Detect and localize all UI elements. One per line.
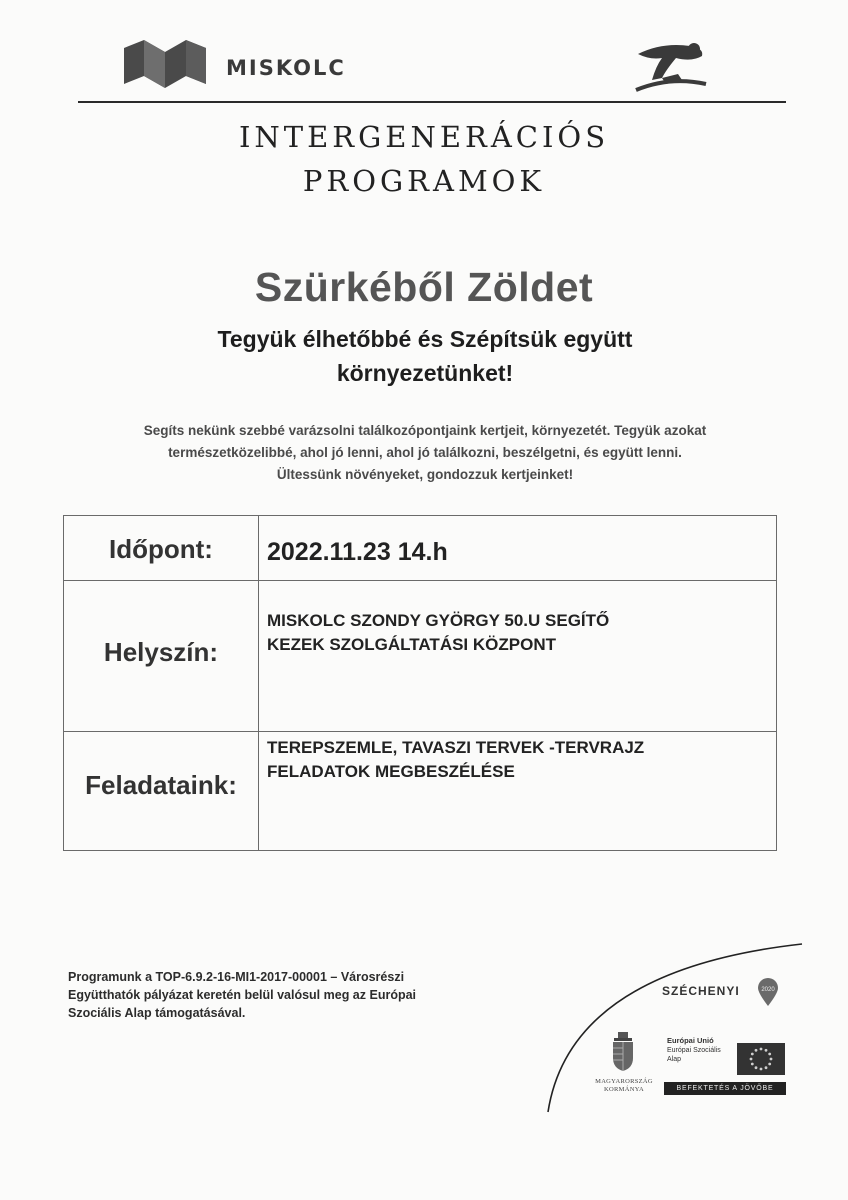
event-subtitle-line2: környezetünket! [336,360,514,386]
brand-name: MISKOLC [226,56,346,80]
location-row [64,581,777,732]
tasks-label: Feladataink: [85,770,237,800]
intro-line2: természetközelibbé, ahol jó lenni, ahol jó találkozni, beszélgetni, és együtt lenni. [168,445,682,460]
funding-line2: Együtthatók pályázat keretén belül valósul meg az Európai [68,988,417,1002]
event-subtitle [120,322,730,390]
gov-line1: MAGYARORSZÁG [595,1078,653,1085]
intro-line1: Segíts nekünk szebbé varázsolni találkozópontjaink kertjeit, környezetét. Tegyük azokat [143,423,707,438]
tasks-value [267,732,754,784]
header-divider [78,101,786,103]
funding-line3: Szociális Alap támogatásával. [68,1006,246,1020]
tasks-line2: FELADATOK MEGBESZÉLÉSE [267,762,515,781]
szechenyi-pin-icon [757,977,779,1007]
time-label-cell [64,516,259,581]
eu-label [667,1036,721,1064]
szechenyi-label: SZÉCHENYI [662,984,740,998]
location-line2: KEZEK SZOLGÁLTATÁSI KÖZPONT [267,635,556,654]
intro-text [70,420,780,486]
skateboarder-logo-icon [632,40,708,98]
funding-line1: Programunk a TOP-6.9.2-16-MI1-2017-00001 – Városrészi [68,970,405,984]
tasks-value-cell [259,732,777,851]
gov-line2: KORMÁNYA [604,1086,644,1093]
event-subtitle-line1: Tegyük élhetőbbé és Szépítsük együtt [217,326,633,352]
program-title-line2: PROGRAMOK [302,164,546,198]
program-title-line1: INTERGENERÁCIÓS [238,120,610,154]
location-value [267,581,754,657]
intro-line3: Ültessünk növényeket, gondozzuk kertjeinket! [276,467,574,482]
tasks-line1: TEREPSZEMLE, TAVASZI TERVEK -TERVRAJZ [267,738,645,757]
tasks-row [64,732,777,851]
time-value: 2022.11.23 14.h [267,538,448,566]
eu-line3: Alap [667,1056,682,1063]
eu-line2: Európai Szociális [667,1047,721,1054]
event-title: Szürkéből Zöldet [254,264,594,310]
funding-text [68,968,488,1022]
miskolc-m-logo-icon [122,38,208,90]
government-label [588,1078,660,1094]
hungary-crest-icon [610,1032,636,1072]
eu-slogan-banner: BEFEKTETÉS A JÖVŐBE [664,1082,786,1095]
location-label: Helyszín: [103,637,219,667]
tasks-label-cell [64,732,259,851]
time-label: Időpont: [109,534,213,564]
location-label-cell [64,581,259,732]
time-row [64,516,777,581]
eu-line1: Európai Unió [667,1036,714,1045]
eu-flag-icon [737,1043,785,1075]
event-details-table [63,515,777,851]
time-value-cell [259,516,777,581]
location-line1: MISKOLC SZONDY GYÖRGY 50.U SEGÍTŐ [267,611,610,630]
location-value-cell [259,581,777,732]
szechenyi-year: 2020 [761,987,775,993]
